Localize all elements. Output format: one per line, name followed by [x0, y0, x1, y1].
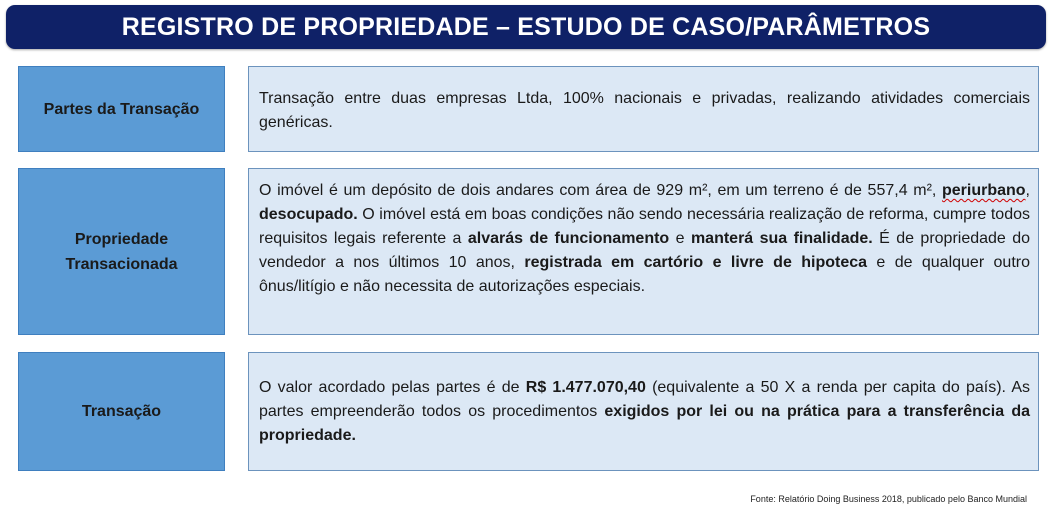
text-segment: , [1025, 182, 1030, 199]
content-text: Transação entre duas empresas Ltda, 100% nacionais e privadas, realizando atividades comerciais genéricas. [259, 90, 1030, 131]
text-segment-bold-spellcheck: periurbano [941, 182, 1026, 199]
text-segment-bold: desocupado. [259, 206, 358, 223]
content-transacao [248, 352, 1039, 471]
text-segment-bold: alvarás de funcionamento [467, 230, 670, 247]
text-segment: e de qualquer outro ônus/litígio e não necessita de autorizações especiais. [259, 254, 1030, 295]
label-line: Propriedade [74, 230, 169, 248]
text-segment-bold: manterá sua finalidade. [690, 230, 873, 247]
text-segment-bold: registrada em cartório e livre de hipoteca [524, 254, 868, 271]
slide-title: REGISTRO DE PROPRIEDADE – ESTUDO DE CASO/PARÂMETROS [121, 12, 931, 41]
text-segment: O imóvel é um depósito de dois andares com área de 929 m², em um terreno é de 557,4 m², [259, 182, 942, 199]
text-segment: É de propriedade do vendedor a nos últimos 10 anos, [259, 230, 1031, 271]
label-text [65, 227, 177, 277]
label-line: Transacionada [65, 255, 178, 273]
label-transacao [18, 352, 225, 471]
text-segment-bold: R$ 1.477.070,40 [525, 379, 646, 396]
label-partes-da-transacao [18, 66, 225, 152]
content-propriedade-transacionada [248, 168, 1039, 335]
slide-title-bar [6, 5, 1046, 49]
label-text: Transação [81, 403, 162, 420]
content-partes-da-transacao [248, 66, 1039, 152]
label-text: Partes da Transação [43, 100, 200, 118]
text-segment: O imóvel está em boas condições não sendo necessária realização de reforma, cumpre todos requisitos legais referente a [259, 206, 1030, 247]
text-segment: O valor acordado pelas partes é de [259, 379, 526, 396]
source-footnote: Fonte: Relatório Doing Business 2018, publicado pelo Banco Mundial [750, 494, 1027, 504]
label-propriedade-transacionada [18, 168, 225, 335]
text-segment: (equivalente a 50 X a renda per capita do país). As partes empreenderão todos os procedimentos [259, 379, 1030, 420]
text-segment-bold: exigidos por lei ou na prática para a transferência da propriedade. [259, 403, 1030, 444]
text-segment: e [669, 230, 691, 247]
